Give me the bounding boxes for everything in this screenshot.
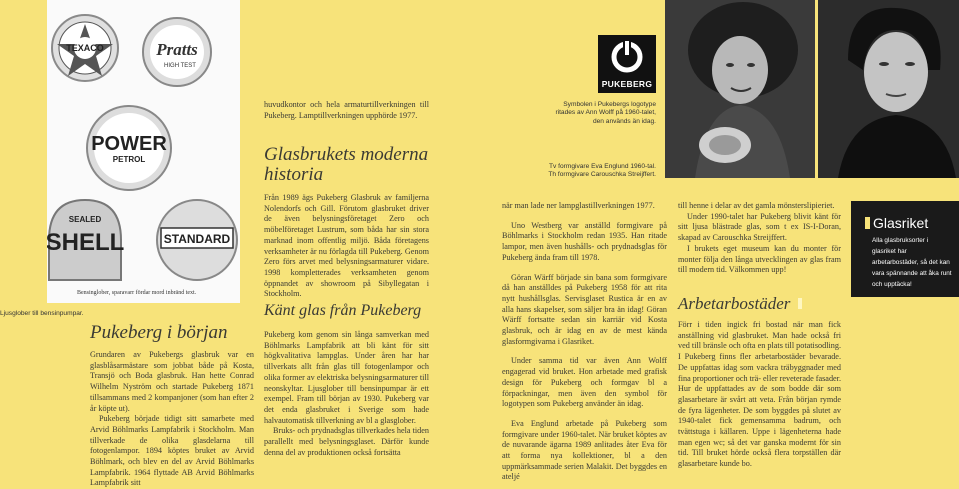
bookmark-icon [798, 298, 802, 309]
sign-texaco: TEXACO [66, 43, 104, 53]
heading-arbetarbostader [678, 294, 802, 314]
paragraph: Pukeberg kom genom sin långa samverkan med Böhlmarks Lampfabrik att bli känt för sitt högkvalitativa lampglas. Under åren har har tillverkats allt från glas till fotogenlampor och olika former av elektriska belysningsarmaturer till neonskyltar. Ljusglober till bensinpumpar är ett exempel. Fram till början av 1930. Pukeberg var det enda glasbruket i Sverige som hade halvautomatisk tillverkning av bl a glasglober. [264, 330, 429, 425]
glasriket-box [851, 201, 959, 297]
column-formgivare [502, 201, 667, 483]
paragraph: Från 1989 ägs Pukeberg Glasbruk av familjerna Nolendorfs och Gill. Förutom glasbruket driver de även belysningsföretaget Zero och möbelföretaget Lustrum, som båda har sin stora marknad inom offentlig miljö. Båda företagens verksamheter är nu förlagda till Pukeberg. Genom Zero förs arvet med belysningsarmaturer vidare. 1998 kompletterades verksamheten genom öppnandet av showroom på Sibyllegatan i Stockholm. [264, 193, 429, 299]
globes-photo [47, 0, 240, 303]
paragraph: Under samma tid var även Ann Wolff engagerad vid bruket. Hon arbetade med grafisk design för Pukeberg och formgav bl a förpackningar, men även den symbol för logotypen som Pukeberg använder än idag. [502, 356, 667, 409]
sign-power: POWER [91, 133, 167, 155]
pukeberg-symbol-icon [598, 35, 656, 79]
sign-standard: STANDARD [163, 232, 231, 246]
heading-pukeberg-i-borjan: Pukeberg i början [90, 322, 228, 343]
caption-line: den används än idag. [592, 117, 656, 125]
sign-petrol: PETROL [112, 155, 146, 164]
caption-line: ritades av Ann Wolff på 1960-talet, [555, 109, 656, 117]
caption-line: Tv formgivare Eva Englund 1960-tal. [548, 163, 656, 170]
heading-line: Glasbrukets moderna [264, 144, 429, 165]
sign-sealed: SEALED [68, 215, 102, 224]
column-kant-glas [264, 330, 429, 458]
glasriket-text: Alla glasbruksorter i glasriket har arbetarbostäder, så det kan vara spännande att åka runt och upptäcka! [872, 237, 952, 288]
paragraph: Uno Westberg var anställd formgivare på Böhlmarks i Stockholm redan 1935. Han ritade lampor, men även hushålls- och prydnadsglas för Pukeberg ända fram till 1978. [502, 220, 667, 262]
paragraph: Bruks- och prydnadsglas tillverkades hela tiden parallellt med belysningsglaset. Därför kunde denna del av produktionen också fortsätta [264, 426, 429, 457]
paragraph: när man lade ner lampglastillverkningen 1977. [502, 201, 655, 210]
photo-eva-englund [665, 0, 815, 178]
paragraph: huvudkontor och hela armaturtillverkningen till Pukeberg. Lamptillverkningen upphörde 1977. [264, 100, 429, 120]
heading-text: Arbetarbostäder [678, 294, 791, 313]
sign-high-test: HIGH TEST [164, 63, 196, 69]
column-museum [678, 201, 841, 276]
column-pukeberg-i-borjan [90, 350, 254, 489]
glasriket-title: Glasriket [873, 215, 929, 231]
paragraph: Eva Englund arbetade på Pukeberg som formgivare under 1960-talet. När bruket köptes av de nuvarande ägarna 1989 anlitades åter Eva för att forma nya kollektioner, bl a den uppmärksammade serien Malakit. Det byggdes en ateljé [502, 418, 667, 482]
heading-glasbrukets [264, 145, 428, 185]
pukeberg-logo [598, 35, 656, 93]
glasriket-title-row [865, 215, 928, 231]
heading-line: historia [264, 164, 324, 185]
caption-line: Symbolen i Pukebergs logotype [563, 101, 656, 108]
logo-caption [548, 101, 656, 126]
sign-shell: SHELL [47, 229, 125, 256]
portrait-eva-englund [665, 0, 815, 178]
left-side-caption: Ljusglober till bensinpumpar. [0, 310, 84, 317]
paragraph: Göran Wärff började sin bana som formgivare då han anställdes på Pukeberg 1958 för att rita nytt hushållsglas. Servisglaset Rustica är en av alla hans skapelser, som säljer bra än idag! Göran Wärff fortsatte sedan sin karriär vid Kosta glasbruk, och är idag en av de mest kända glasformgivarna i Glasriket. [502, 272, 667, 346]
paragraph: Under 1990-talet har Pukeberg blivit känt för sitt ljusa blästrade glas, som t ex IS-I-Doran, skapad av Carouschka Streijffert. [678, 211, 841, 243]
paragraph: I brukets eget museum kan du monter för monter följa den långa utvecklingen av glas fram till modern tid. Välkommen upp! [678, 243, 841, 275]
caption-line: Th formgivare Carouschka Streijffert. [548, 171, 656, 179]
heading-kant-glas: Känt glas från Pukeberg [264, 302, 422, 319]
paragraph: Förr i tiden ingick fri bostad när man fick anställning vid glasbruket. Man hade också fri ved till bränsle och ofta en plats till potatisodling. I Pukeberg finns fler arbetarbostäder bevarade. De uppfattas idag som vackra träbyggnader med fina proportioner och trä- eller reveterade fasader. Hur de uppfattades av de som bodde där som glasarbetare är svårt att veta. Från början rymde de fyra lägenheter. De som byggdes på slutet av 1940-talet fick gemensamma badrum, och tvättstuga i källaren. Uppe i lägenheterna hade man egen wc; så det var ganska modernt för sin tid. Till bruket hörde också flera torpställen där glasarbetare kunde bo. [678, 320, 841, 469]
globes-photo-caption: Bensinglober, sparavarr fördar mord inbränd text. [77, 290, 197, 296]
pukeberg-logo-text: PUKEBERG [601, 79, 653, 89]
paragraph: till henne i delar av det gamla mönsterslipieriet. [678, 201, 835, 210]
column-arbetarbostader [678, 320, 841, 470]
column-top-text [264, 100, 429, 121]
globes-illustration [47, 0, 240, 303]
designers-caption [538, 163, 656, 180]
paragraph: Pukeberg började tidigt sitt samarbete med Arvid Böhlmarks Lampfabrik i Stockholm. Man tillverkade de olika glasdelarna till fotogenlampor. 1894 köptes bruket av Arvid Böhlmark, och blev en del av Arvid Böhlmarks Lampfabrik. 1964 flyttade AB Arvid Böhlmarks Lampfabrik sitt [90, 414, 254, 488]
paragraph: Grundaren av Pukebergs glasbruk var en glasblåsarmästare som jobbat både på Kosta, Transjö och Boda glasbruk. Han hette Conrad Wilhelm Nyström och startade Pukeberg 1871 tillsammans med 2 kompanjoner (som han efter 2 år köpte ut). [90, 350, 254, 413]
column-glasbrukets [264, 193, 429, 300]
photo-carouschka [818, 0, 959, 178]
portrait-carouschka [818, 0, 959, 178]
sign-pratts: Pratts [156, 40, 198, 59]
glass-icon [865, 217, 870, 229]
